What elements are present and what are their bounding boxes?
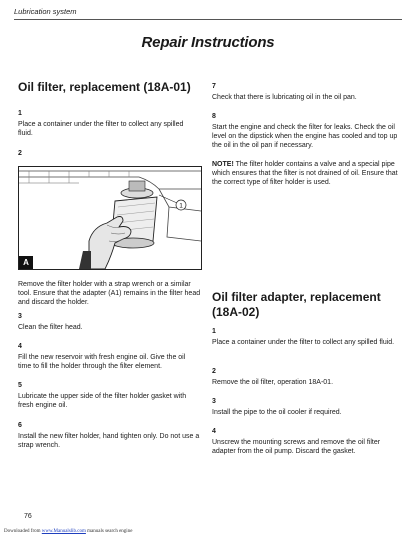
footer-suffix: manuals search engine: [85, 529, 133, 534]
step-text: Place a container under the filter to collect any spilled fluid.: [212, 339, 395, 346]
step-number: 3: [212, 398, 216, 405]
manualslib-link[interactable]: www.Manualslib.com: [41, 529, 86, 534]
step-text: Check that there is lubricating oil in the oil pan.: [212, 94, 357, 101]
step-text: Remove the filter holder with a strap wrench or a similar tool. Ensure that the adapter (A1) remains in the filter head and discard the holder.: [18, 281, 201, 306]
step-text: Clean the filter head.: [18, 324, 83, 331]
step-number: 4: [18, 343, 22, 350]
heading-oil-filter-replacement: Oil filter, replacement (18A-01): [18, 80, 191, 94]
step-number: 1: [18, 110, 22, 117]
footer-prefix: Downloaded from: [4, 529, 42, 534]
step-text: Remove the oil filter, operation 18A-01.: [212, 379, 334, 386]
figure-callout: 1: [179, 202, 183, 210]
step-number: 1: [212, 328, 216, 335]
note-text: [212, 160, 398, 187]
step-text: Start the engine and check the filter for leaks. Check the oil level on the dipstick when the engine has cooled and top up the oil in the oil pan if necessary.: [212, 124, 398, 149]
step-number: 8: [212, 113, 216, 120]
step-number: 2: [18, 150, 22, 157]
note-label: NOTE!: [212, 161, 234, 168]
figure-oil-filter-removal: [18, 166, 202, 270]
step-number: 5: [18, 382, 22, 389]
note-body: The filter holder contains a valve and a special pipe which ensures that the filter is not drained of oil. Ensure that the correct type of filter holder is used.: [212, 161, 398, 186]
step-number: 7: [212, 83, 216, 90]
step-number: 6: [18, 422, 22, 429]
step-text: Fill the new reservoir with fresh engine oil. Give the oil time to fill the holder through the filter element.: [18, 354, 186, 370]
heading-oil-filter-adapter: Oil filter adapter, replacement (18A-02): [212, 290, 381, 319]
step-text: Unscrew the mounting screws and remove the oil filter adapter from the oil pump. Discard the gasket.: [212, 439, 381, 455]
step-number: 2: [212, 368, 216, 375]
figure-label: A: [19, 256, 33, 269]
step-text: Lubricate the upper side of the filter holder gasket with fresh engine oil.: [18, 393, 187, 409]
section-header: Lubrication system: [14, 7, 402, 20]
step-text: Install the pipe to the oil cooler if required.: [212, 409, 342, 416]
oil-filter-illustration: [19, 167, 201, 269]
step-text: Install the new filter holder, hand tighten only. Do not use a strap wrench.: [18, 433, 200, 449]
step-text: Place a container under the filter to collect any spilled fluid.: [18, 121, 184, 137]
page-title: Repair Instructions: [141, 34, 275, 51]
page-number: 76: [24, 513, 32, 520]
step-number: 3: [18, 313, 22, 320]
step-number: 4: [212, 428, 216, 435]
download-footer: [4, 529, 132, 534]
